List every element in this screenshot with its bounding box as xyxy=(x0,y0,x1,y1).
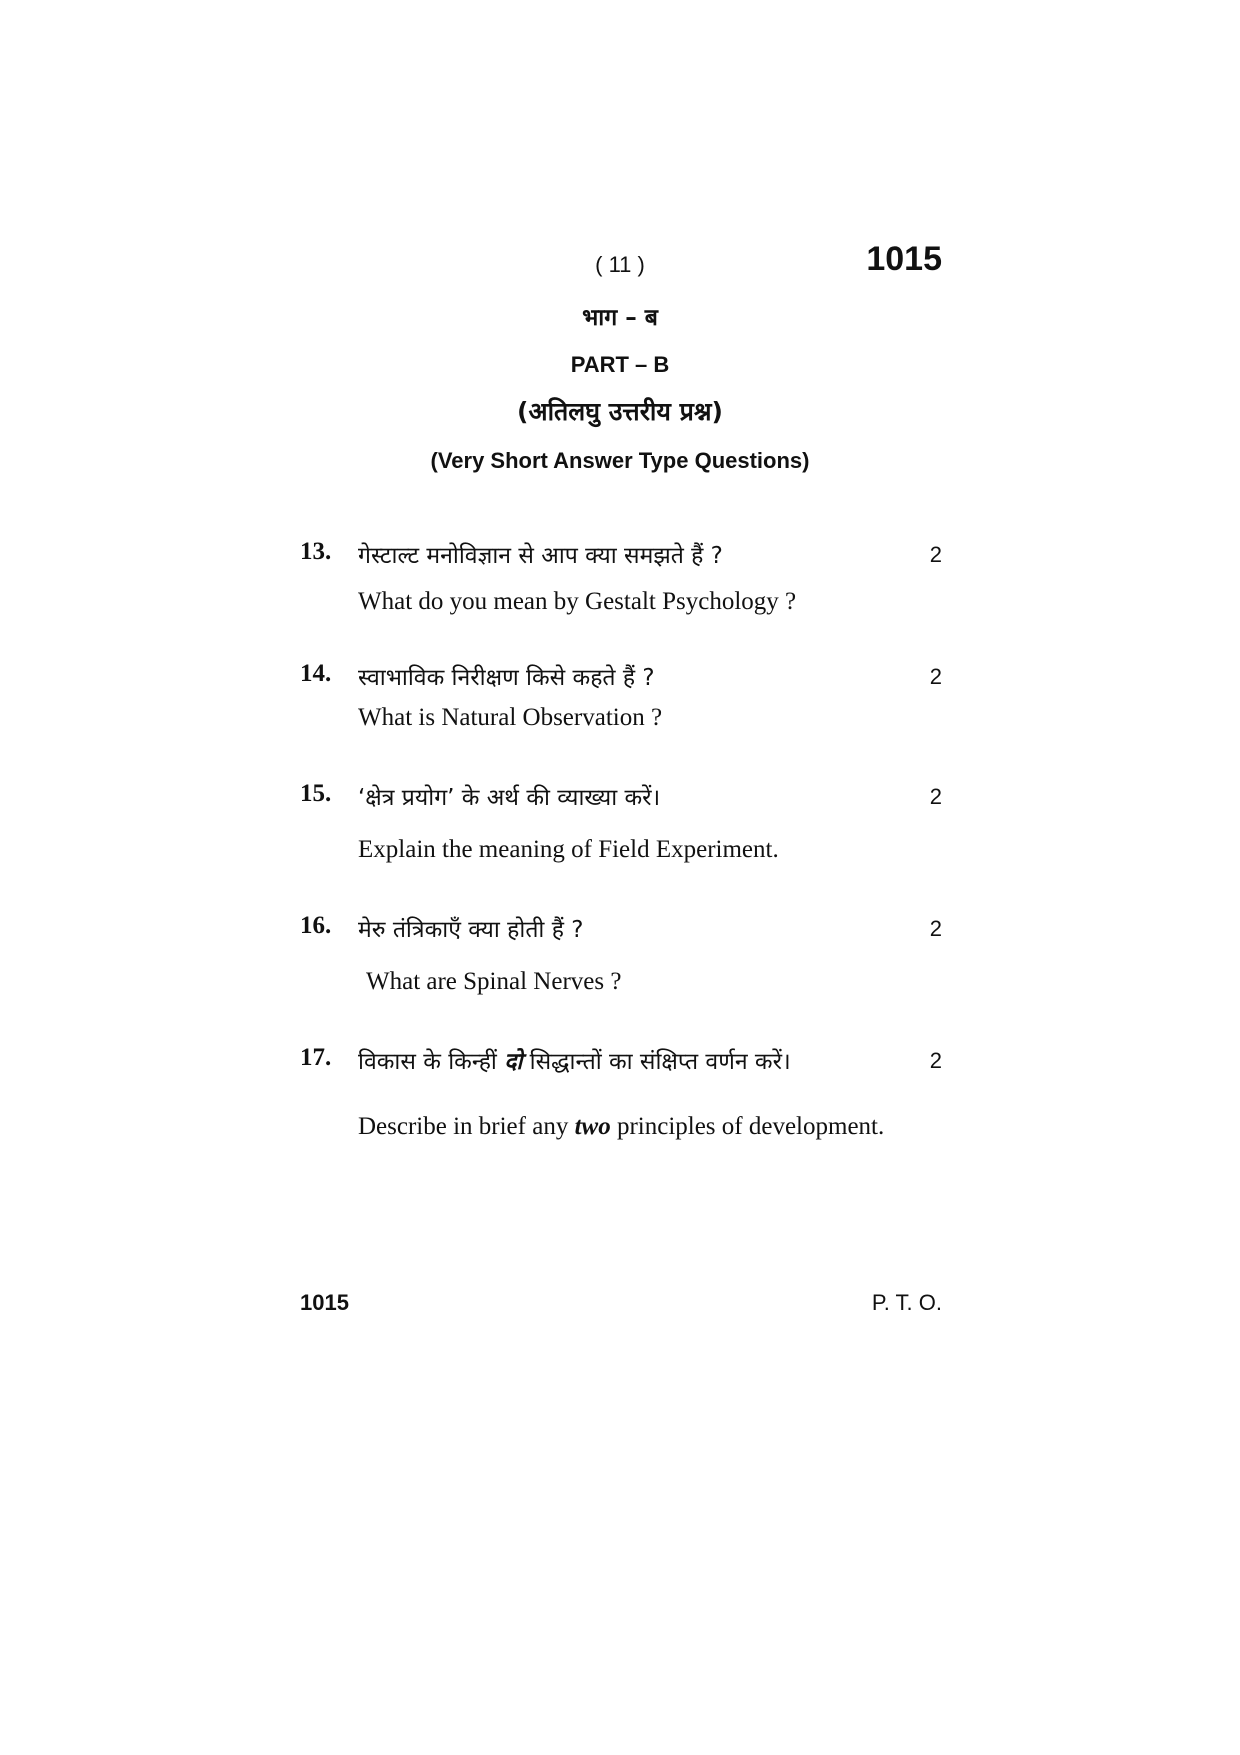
section-title-hindi: भाग – ब xyxy=(582,305,658,331)
paper-code-footer: 1015 xyxy=(300,1290,349,1315)
question-text-hindi: गेस्टाल्ट मनोविज्ञान से आप क्या समझते हैं ? xyxy=(358,543,723,569)
question-text-english-part: Describe in brief any xyxy=(358,1113,569,1140)
question-marks: 2 xyxy=(929,542,942,567)
question-text-hindi: मेरु तंत्रिकाएँ क्या होती हैं ? xyxy=(358,917,584,943)
paper-code-top: 1015 xyxy=(866,240,942,278)
question-text-hindi-part: विकास के किन्हीं xyxy=(358,1049,497,1075)
pto-label: P. T. O. xyxy=(871,1290,942,1315)
question-text-english: What is Natural Observation ? xyxy=(358,704,663,731)
question-text-hindi xyxy=(358,1044,791,1076)
section-title-english: PART – B xyxy=(570,352,670,377)
question-marks: 2 xyxy=(929,1048,942,1073)
question-number: 17. xyxy=(300,1044,332,1071)
question-text-hindi-emphasis: दो xyxy=(504,1049,523,1075)
question-number: 14. xyxy=(300,660,332,687)
question-text-english-part: principles of development. xyxy=(616,1113,885,1140)
question-text-hindi: स्वाभाविक निरीक्षण किसे कहते हैं ? xyxy=(358,665,655,691)
question-number: 15. xyxy=(300,780,332,807)
question-text-english xyxy=(358,1106,942,1147)
question-text-english: What are Spinal Nerves ? xyxy=(366,968,622,995)
question-text-hindi-part: सिद्धान्तों का संक्षिप्त वर्णन करें। xyxy=(529,1049,791,1075)
question-text-hindi: ‘क्षेत्र प्रयोग’ के अर्थ की व्याख्या करें। xyxy=(358,785,661,811)
question-number: 13. xyxy=(300,538,332,565)
question-text-english: Explain the meaning of Field Experiment. xyxy=(358,836,779,863)
question-text-english-emphasis: two xyxy=(574,1113,611,1140)
question-type-hindi: (अतिलघु उत्तरीय प्रश्न) xyxy=(517,397,723,426)
page-number: ( 11 ) xyxy=(595,252,645,277)
question-marks: 2 xyxy=(929,664,942,689)
question-marks: 2 xyxy=(929,784,942,809)
question-type-english: (Very Short Answer Type Questions) xyxy=(430,448,810,473)
question-marks: 2 xyxy=(929,916,942,941)
question-number: 16. xyxy=(300,912,332,939)
question-text-english: What do you mean by Gestalt Psychology ? xyxy=(358,588,797,615)
